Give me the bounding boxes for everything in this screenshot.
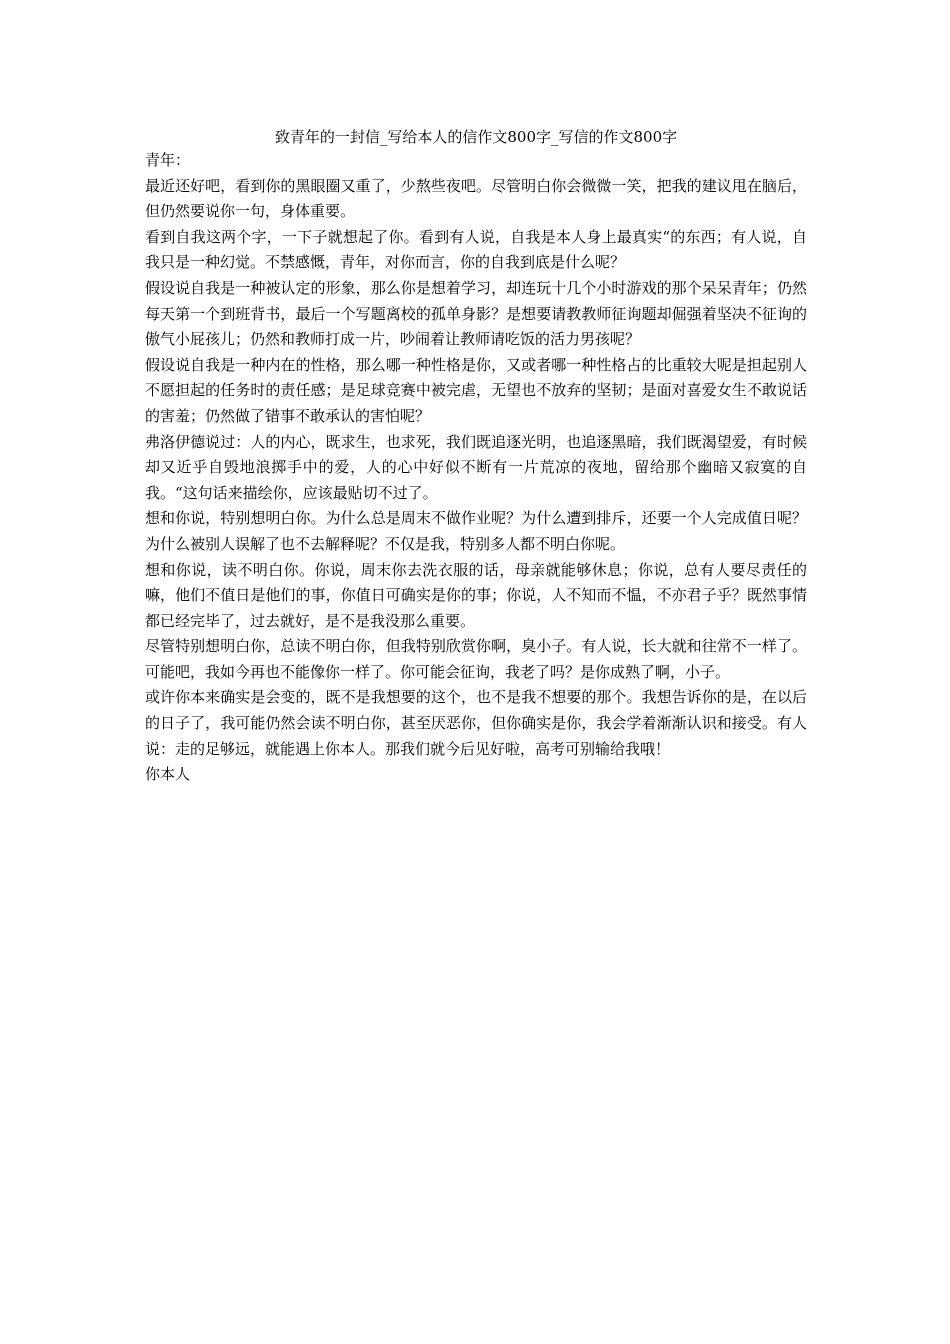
signature: 你本人 [145,765,191,784]
paragraph: 或许你本来确实是会变的，既不是我想要的这个，也不是我不想要的那个。我想告诉你的是，在以后的日子了，我可能仍然会读不明白你，甚至厌恶你，但你确实是你，我会学着渐渐认识和接受。有人说：走的足够远，就能遇上你本人。那我们就今后见好啦，高考可别输给我哦！ [145,688,807,758]
paragraph: 看到自我这两个字，一下子就想起了你。看到有人说，自我是本人身上最真实“的东西；有人说，自我只是一种幻觉。不禁感慨，青年，对你而言，你的自我到底是什么呢？ [145,227,807,272]
salutation: 青年： [145,151,191,169]
paragraph: 想和你说，特别想明白你。为什么总是周末不做作业呢？为什么遭到排斥，还要一个人完成值日呢？为什么被别人误解了也不去解释呢？不仅是我，特别多人都不明白你呢。 [145,509,807,553]
paragraph: 假设说自我是一种被认定的形象，那么你是想着学习，却连玩十几个小时游戏的那个呆呆青年；仍然每天第一个到班背书，最后一个写题离校的孤单身影？是想要请教教师征询题却倔强着坚决不征询的傲气小屁孩儿；仍然和教师打成一片，吵闹着让教师请吃饭的活力男孩呢？ [145,278,807,349]
paragraph: 尽管特别想明白你，总读不明白你，但我特别欣赏你啊，臭小子。有人说，长大就和往常不一样了。可能吧，我如今再也不能像你一样了。你可能会征询，我老了吗？是你成熟了啊，小子。 [145,637,807,681]
document-page [145,126,807,788]
paragraph: 假设说自我是一种内在的性格，那么哪一种性格是你，又或者哪一种性格占的比重较大呢是担起别人不愿担起的任务时的责任感；是足球竞赛中被完虐，无望也不放弃的坚韧；是面对喜爱女生不敢说话的害羞；仍然做了错事不敢承认的害怕呢？ [145,355,807,425]
paragraph: 弗洛伊德说过：人的内心，既求生，也求死，我们既追逐光明，也追逐黑暗，我们既渴望爱，有时候却又近乎自毁地浪掷手中的爱，人的心中好似不断有一片荒凉的夜地，留给那个幽暗又寂寞的自我。“这句话来描绘你，应该最贴切不过了。 [145,432,807,502]
paragraph: 想和你说，读不明白你。你说，周末你去洗衣服的话，母亲就能够休息；你说，总有人要尽责任的嘛，他们不值日是他们的事，你值日可确实是你的事；你说，人不知而不愠，不亦君子乎？既然事情都已经完毕了，过去就好，是不是我没那么重要。 [145,560,807,630]
paragraph: 最近还好吧，看到你的黑眼圈又重了，少熬些夜吧。尽管明白你会微微一笑，把我的建议甩在脑后，但仍然要说你一句，身体重要。 [145,176,807,221]
document-title: 致青年的一封信_写给本人的信作文800字_写信的作文800字 [274,128,678,146]
